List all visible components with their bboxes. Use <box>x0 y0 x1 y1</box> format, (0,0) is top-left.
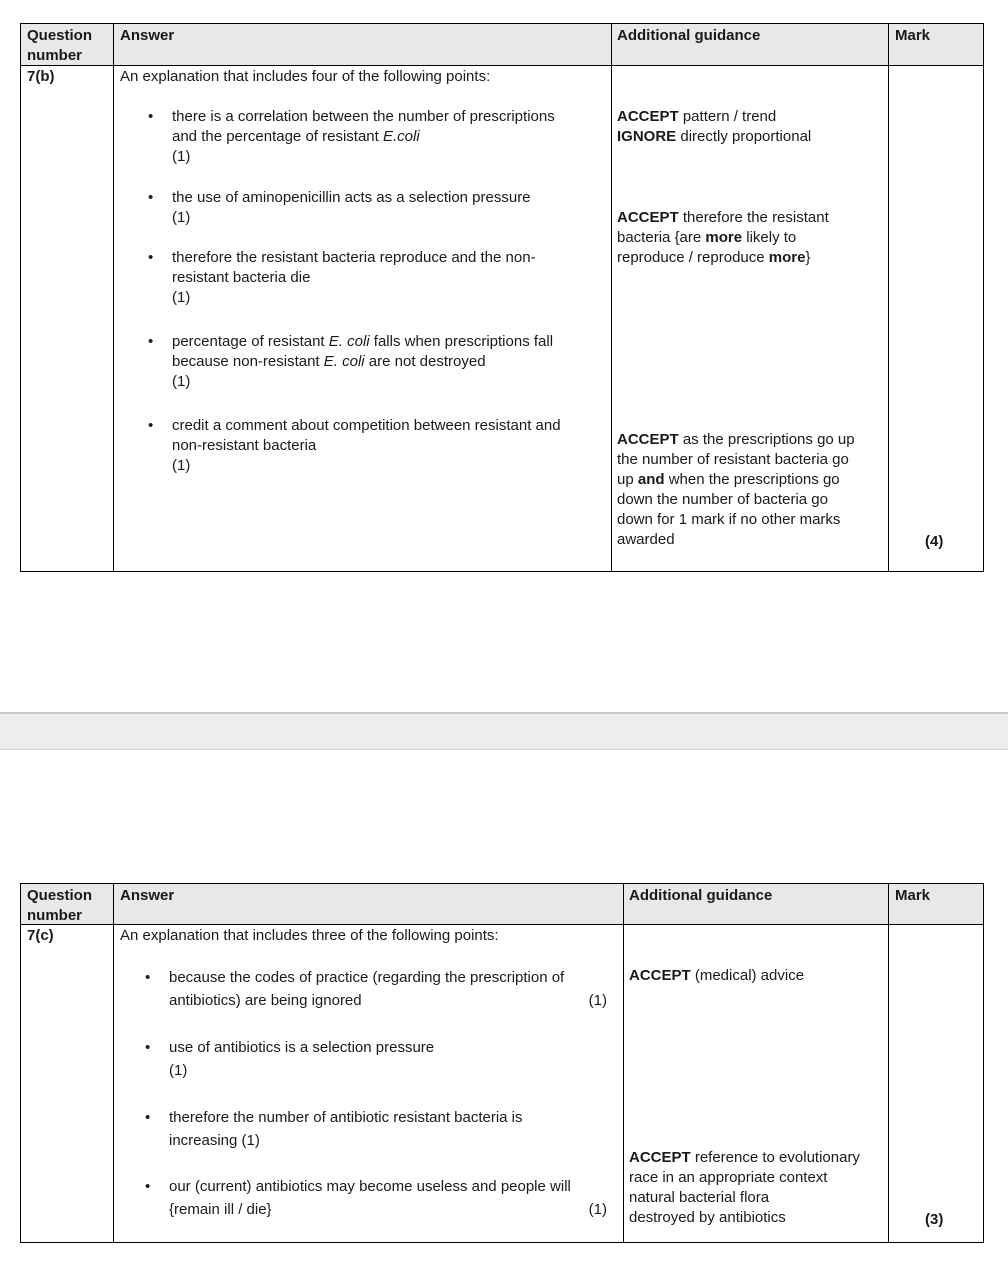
text-segment: (1) <box>172 457 191 474</box>
text-line <box>617 430 855 450</box>
text-segment: down the number of bacteria go <box>617 491 828 508</box>
text-segment: non-resistant bacteria <box>172 437 317 454</box>
text-segment: reproduce / reproduce <box>617 249 769 266</box>
text-segment: therefore the number of antibiotic resistant bacteria is <box>169 1109 523 1126</box>
text-line <box>169 1175 607 1198</box>
text-line <box>172 332 592 352</box>
text-segment: (1) <box>172 373 191 390</box>
text-segment: ACCEPT <box>617 108 679 125</box>
text-line <box>169 1129 607 1152</box>
text-line <box>617 510 855 530</box>
text-line <box>169 1106 607 1129</box>
guidance-note <box>617 430 855 550</box>
text-segment: because the codes of practice (regarding the prescription of <box>169 969 565 986</box>
text-segment: ACCEPT <box>617 431 679 448</box>
answer-point <box>172 188 592 228</box>
text-line <box>617 530 855 550</box>
page-separator <box>0 712 1008 750</box>
text-line <box>617 228 829 248</box>
text-segment: IGNORE <box>617 128 677 145</box>
column-divider <box>113 884 114 1242</box>
text-segment: E. coli <box>328 333 370 350</box>
text-segment: when the prescriptions go <box>664 471 840 488</box>
bullet-icon: • <box>148 417 154 434</box>
point-mark: (1) <box>588 992 607 1009</box>
column-divider <box>888 884 889 1242</box>
text-line <box>629 966 804 986</box>
text-line <box>172 288 592 308</box>
text-line <box>617 208 829 228</box>
text-line <box>172 107 592 127</box>
text-segment: resistant bacteria die <box>172 269 311 286</box>
guidance-note <box>629 1148 860 1228</box>
text-segment: reference to evolutionary <box>690 1149 860 1166</box>
bullet-icon: • <box>148 333 154 350</box>
answer-point <box>169 1175 607 1221</box>
text-segment: awarded <box>617 531 675 548</box>
mark-scheme-table-7c <box>20 883 984 1243</box>
text-segment: destroyed by antibiotics <box>629 1209 786 1226</box>
text-segment: therefore the resistant <box>678 209 829 226</box>
answer-point <box>172 107 592 167</box>
answer-point <box>172 332 592 392</box>
text-segment: (1) <box>169 1062 188 1079</box>
bullet-icon: • <box>145 1039 151 1056</box>
text-segment: } <box>805 249 811 266</box>
text-segment: bacteria {are <box>617 229 706 246</box>
text-line <box>617 490 855 510</box>
text-segment: and <box>637 471 665 488</box>
text-line <box>172 147 592 167</box>
text-segment: are not destroyed <box>364 353 486 370</box>
text-segment: increasing (1) <box>169 1132 260 1149</box>
column-divider <box>113 24 114 571</box>
text-line <box>169 1198 607 1221</box>
guidance-note <box>617 107 811 147</box>
text-segment: therefore the resistant bacteria reproduce and the non- <box>172 249 536 266</box>
text-segment: ACCEPT <box>629 967 691 984</box>
text-line <box>629 1208 860 1228</box>
text-line <box>172 188 592 208</box>
bullet-icon: • <box>145 1109 151 1126</box>
mark-scheme-table-7b <box>20 23 984 572</box>
question-number: 7(c) <box>27 927 54 944</box>
answer-point <box>169 1036 607 1082</box>
text-segment: down for 1 mark if no other marks <box>617 511 841 528</box>
bullet-icon: • <box>145 1178 151 1195</box>
text-line <box>617 470 855 490</box>
bullet-icon: • <box>148 108 154 125</box>
text-line <box>617 127 811 147</box>
answer-point <box>169 966 607 1012</box>
answer-point <box>169 1106 607 1152</box>
mark-total: (3) <box>925 1211 944 1228</box>
text-segment: (medical) advice <box>690 967 805 984</box>
text-line <box>172 208 592 228</box>
text-line <box>629 1168 860 1188</box>
text-line <box>617 107 811 127</box>
text-segment: credit a comment about competition between resistant and <box>172 417 561 434</box>
text-line <box>169 1036 607 1059</box>
text-segment: there is a correlation between the number of prescriptions <box>172 108 555 125</box>
column-divider <box>611 24 612 571</box>
text-segment: (1) <box>172 289 191 306</box>
answer-intro: An explanation that includes four of the following points: <box>120 68 491 85</box>
header-answer: Answer <box>120 887 175 904</box>
text-segment: {remain ill / die} <box>169 1201 272 1218</box>
text-segment: (1) <box>172 209 191 226</box>
text-line <box>169 1059 607 1082</box>
text-line <box>169 989 607 1012</box>
text-line <box>172 436 592 456</box>
text-segment: more <box>768 249 806 266</box>
header-question-number: Question number <box>27 887 93 924</box>
text-line <box>172 248 592 268</box>
text-line <box>172 372 592 392</box>
text-line <box>172 456 592 476</box>
header-question-number: Question number <box>27 27 93 64</box>
answer-intro: An explanation that includes three of the following points: <box>120 927 499 944</box>
header-mark: Mark <box>895 27 931 44</box>
text-segment: use of antibiotics is a selection pressure <box>169 1039 435 1056</box>
answer-point <box>172 416 592 476</box>
text-segment: E.coli <box>382 128 420 145</box>
text-segment: more <box>705 229 743 246</box>
text-segment: because non-resistant <box>172 353 324 370</box>
text-segment: race in an appropriate context <box>629 1169 828 1186</box>
text-line <box>617 248 829 268</box>
text-segment: ACCEPT <box>617 209 679 226</box>
bullet-icon: • <box>148 189 154 206</box>
text-segment: likely to <box>742 229 797 246</box>
text-segment: directly proportional <box>676 128 812 145</box>
text-line <box>172 416 592 436</box>
guidance-note <box>617 208 829 268</box>
header-answer: Answer <box>120 27 175 44</box>
point-mark: (1) <box>588 1201 607 1218</box>
column-divider <box>888 24 889 571</box>
text-segment: and the percentage of resistant <box>172 128 383 145</box>
text-segment: percentage of resistant <box>172 333 329 350</box>
column-divider <box>623 884 624 1242</box>
text-line <box>172 127 592 147</box>
text-line <box>629 1148 860 1168</box>
mark-total: (4) <box>925 533 944 550</box>
text-segment: the number of resistant bacteria go <box>617 451 849 468</box>
text-line <box>169 966 607 989</box>
text-segment: up <box>617 471 638 488</box>
text-line <box>172 268 592 288</box>
text-line <box>617 450 855 470</box>
text-segment: falls when prescriptions fall <box>369 333 554 350</box>
text-line <box>629 1188 860 1208</box>
answer-point <box>172 248 592 308</box>
text-segment: (1) <box>172 148 191 165</box>
text-segment: E. coli <box>323 353 365 370</box>
text-segment: as the prescriptions go up <box>678 431 855 448</box>
text-segment: natural bacterial flora <box>629 1189 770 1206</box>
header-additional-guidance: Additional guidance <box>617 27 761 44</box>
header-mark: Mark <box>895 887 931 904</box>
text-segment: antibiotics) are being ignored <box>169 992 362 1009</box>
guidance-note <box>629 966 804 986</box>
bullet-icon: • <box>148 249 154 266</box>
text-segment: our (current) antibiotics may become useless and people will <box>169 1178 571 1195</box>
text-segment: ACCEPT <box>629 1149 691 1166</box>
text-line <box>172 352 592 372</box>
question-number: 7(b) <box>27 68 55 85</box>
text-segment: pattern / trend <box>678 108 777 125</box>
bullet-icon: • <box>145 969 151 986</box>
header-additional-guidance: Additional guidance <box>629 887 773 904</box>
text-segment: the use of aminopenicillin acts as a selection pressure <box>172 189 531 206</box>
